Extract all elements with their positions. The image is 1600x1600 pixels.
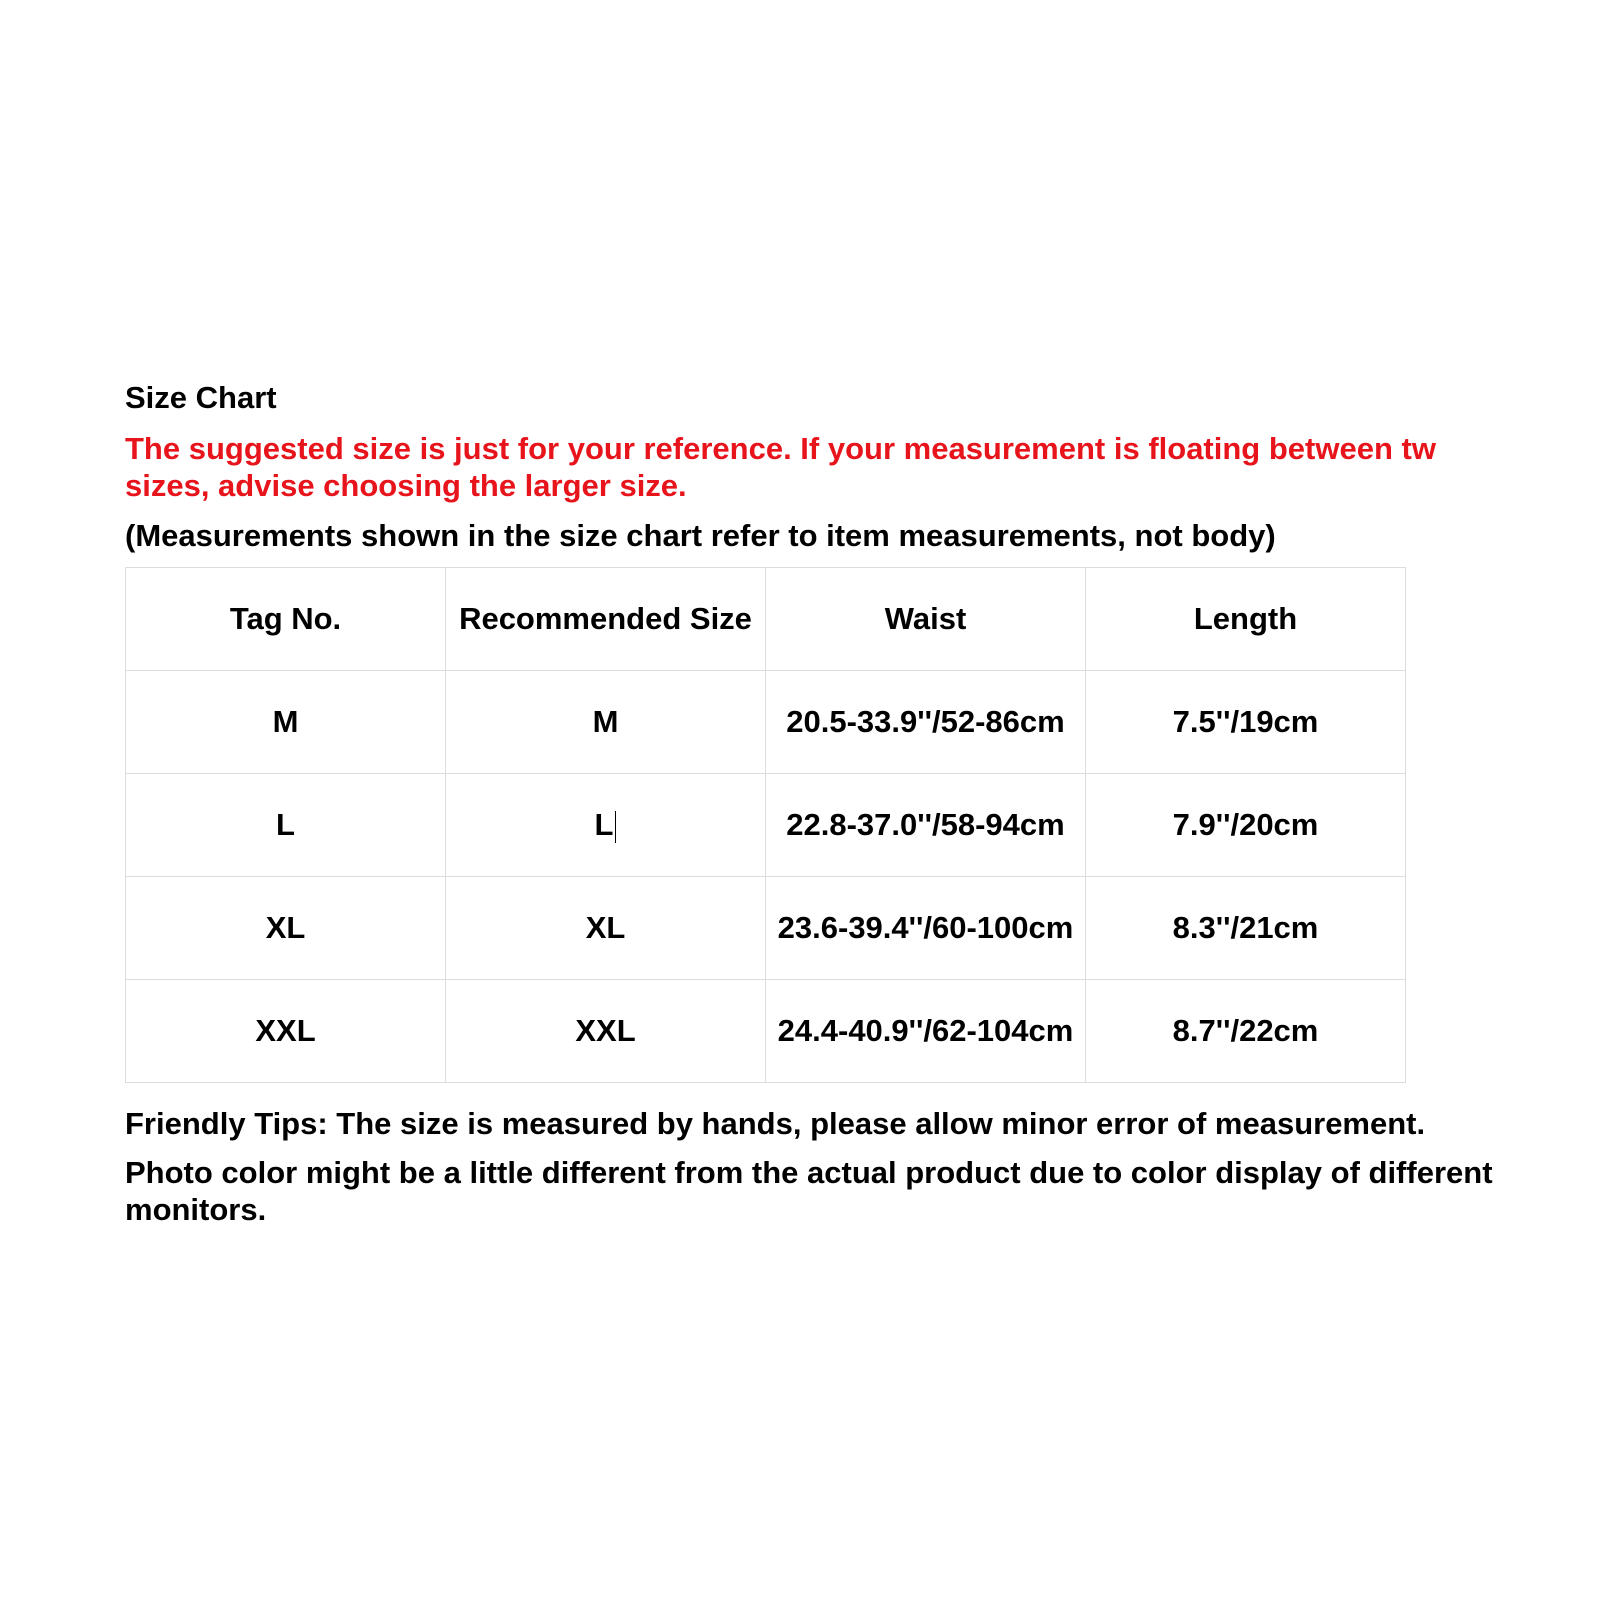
photo-color-note: Photo color might be a little different from the actual product due to color display of different monitors. [125,1155,1493,1227]
friendly-tips: Friendly Tips: The size is measured by hands, please allow minor error of measurement. [125,1106,1426,1141]
cell-recommended-size [446,774,766,877]
notice-line-2: sizes, advise choosing the larger size. [125,468,687,503]
header-tag-no: Tag No. [126,568,446,671]
header-recommended-size: Recommended Size [446,568,766,671]
cell-waist: 23.6-39.4''/60-100cm [766,877,1086,980]
table-header-row [126,568,1406,671]
table-row [126,877,1406,980]
table-row [126,980,1406,1083]
cell-waist: 22.8-37.0''/58-94cm [766,774,1086,877]
cell-recommended-size: XL [446,877,766,980]
cell-tag-no: XXL [126,980,446,1083]
page-title: Size Chart [125,380,277,415]
text-cursor [615,811,616,843]
cell-length: 8.3''/21cm [1086,877,1406,980]
cell-tag-no: M [126,671,446,774]
cell-recommended-size: XXL [446,980,766,1083]
notice-line-1: The suggested size is just for your reference. If your measurement is floating between tw [125,431,1436,466]
table-row [126,774,1406,877]
header-waist: Waist [766,568,1086,671]
cell-recommended-size: M [446,671,766,774]
cell-tag-no: L [126,774,446,877]
size-advice-notice [125,430,1485,504]
cell-length: 8.7''/22cm [1086,980,1406,1083]
table-row [126,671,1406,774]
cell-tag-no: XL [126,877,446,980]
measurement-note: (Measurements shown in the size chart refer to item measurements, not body) [125,518,1276,553]
cell-waist: 24.4-40.9''/62-104cm [766,980,1086,1083]
tips-section [125,1105,1525,1240]
cell-waist: 20.5-33.9''/52-86cm [766,671,1086,774]
header-length: Length [1086,568,1406,671]
size-table [125,567,1406,1083]
cell-length: 7.5''/19cm [1086,671,1406,774]
cell-recommended-size-text: L [594,807,614,842]
cell-length: 7.9''/20cm [1086,774,1406,877]
